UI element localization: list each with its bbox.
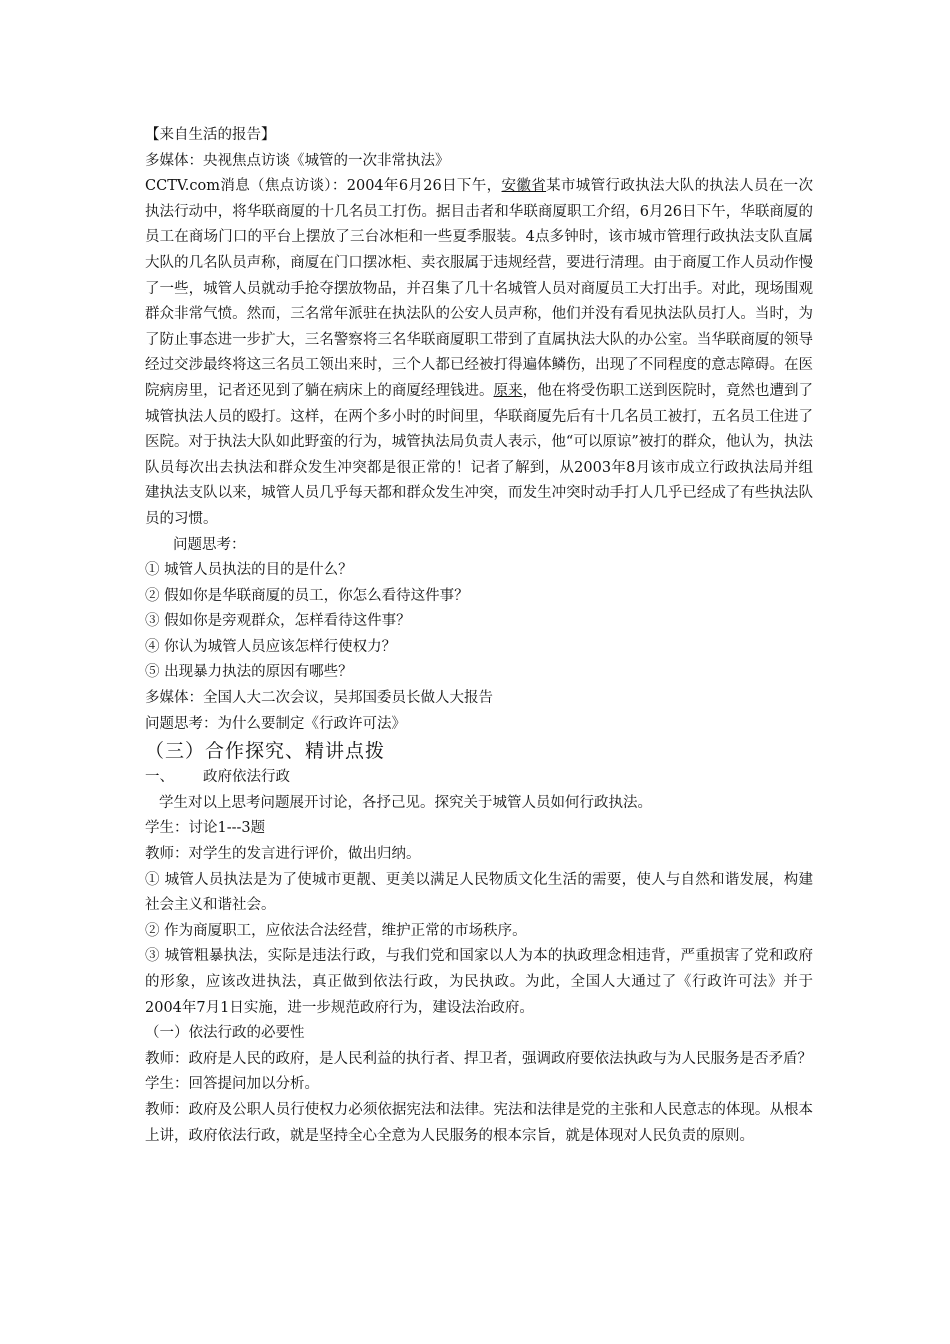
question-item: ① 城管人员执法的目的是什么？ <box>145 562 353 579</box>
question-title: 问题思考： <box>173 536 246 553</box>
answer-item: ① 城管人员执法是为了使城市更靓、更美以满足人民物质文化生活的需要，使人与自然和谐发展，构建社会主义和谐社会。 <box>145 871 813 914</box>
subsection-title: 政府依法行政 <box>203 769 290 786</box>
answer-item: ② 作为商厦职工，应依法合法经营，维护正常的市场秩序。 <box>145 922 527 939</box>
subsection-number: 一、 <box>145 769 174 786</box>
subsection-heading <box>145 765 813 791</box>
news-link-yuanlai[interactable]: 原来 <box>493 382 523 399</box>
question-item: ② 假如你是华联商厦的员工，你怎么看待这件事？ <box>145 587 469 604</box>
media-line-1: 多媒体：央视焦点访谈《城管的一次非常执法》 <box>145 152 450 169</box>
question-item: ⑤ 出现暴力执法的原因有哪些？ <box>145 664 353 681</box>
news-text-pre: CCTV.com消息（焦点访谈）：2004年6月26日下午， <box>145 178 502 195</box>
document-page <box>145 123 813 1149</box>
subsection-1-title: （一）依法行政的必要性 <box>145 1025 305 1042</box>
question-item: ④ 你认为城管人员应该怎样行使权力？ <box>145 638 397 655</box>
teacher-line-3: 教师：政府及公职人员行使权力必须依据宪法和法律。宪法和法律是党的主张和人民意志的体现。从根本上讲，政府依法行政，就是坚持全心全意为人民服务的根本宗旨，就是体现对人民负责的原则。 <box>145 1101 813 1144</box>
discussion-line: 学生对以上思考问题展开讨论，各抒己见。探究关于城管人员如何行政执法。 <box>159 794 652 811</box>
news-text-post: ，他在将受伤职工送到医院时，竟然也遭到了城管执法人员的殴打。这样，在两个多小时的时间里，华联商厦先后有十几名员工被打，五名员工住进了医院。对于执法大队如此野蛮的行为，城管执法局负责人表示，他“可以原谅”被打的群众，他认为，执法队员每次出去执法和群众发生冲突都是很正常的！记者了解到，从2003年8月该市成立行政执法局并组建执法支队以来，城管人员几乎每天都和群众发生冲突，而发生冲突时动手打人几乎已经成了有些执法队员的习惯。 <box>145 382 813 527</box>
media-line-2: 多媒体：全国人大二次会议，吴邦国委员长做人大报告 <box>145 690 493 707</box>
question-item: ③ 假如你是旁观群众，怎样看待这件事？ <box>145 613 411 630</box>
student-line-1: 学生：讨论1---3题 <box>145 820 266 837</box>
teacher-line-2: 教师：政府是人民的政府，是人民利益的执行者、捍卫者，强调政府要依法执政与为人民服务是否矛盾？ <box>145 1050 812 1067</box>
section-report-title: 【来自生活的报告】 <box>145 127 276 143</box>
news-paragraph <box>145 174 813 532</box>
answer-item: ③ 城管粗暴执法，实际是违法行政，与我们党和国家以人为本的执政理念相违背，严重损害了党和政府的形象，应该改进执法，真正做到依法行政，为民执政。为此，全国人大通过了《行政许可法》并于2004年7月1日实施，进一步规范政府行为，建设法治政府。 <box>145 948 813 1016</box>
section-heading-3: （三）合作探究、精讲点拨 <box>145 740 386 763</box>
news-text-mid: 某市城管行政执法大队的执法人员在一次执法行动中，将华联商厦的十几名员工打伤。据目击者和华联商厦职工介绍，6月26日下午，华联商厦的员工在商场门口的平台上摆放了三台冰柜和一些夏季服装。4点多钟时，该市城市管理行政执法支队直属大队的几名队员声称，商厦在门口摆冰柜、卖衣服属于违规经营，要进行清理。由于商厦工作人员动作慢了一些，城管人员就动手抢夺摆放物品，并召集了几十名城管人员对商厦员工大打出手。对此，现场围观群众非常气愤。然而，三名常年派驻在执法队的公安人员声称，他们并没有看见执法队员打人。当时，为了防止事态进一步扩大，三名警察将三名华联商厦职工带到了直属执法大队的办公室。当华联商厦的领导经过交涉最终将这三名员工领出来时，三个人都已经被打得遍体鳞伤，出现了不同程度的意志障碍。在医院病房里，记者还见到了躺在病床上的商厦经理钱进。 <box>145 178 814 399</box>
student-line-2: 学生：回答提问加以分析。 <box>145 1076 319 1093</box>
question-line-2: 问题思考：为什么要制定《行政许可法》 <box>145 715 406 732</box>
news-link-anhui[interactable]: 安徽省 <box>501 178 547 195</box>
teacher-line-1: 教师：对学生的发言进行评价，做出归纳。 <box>145 846 421 863</box>
